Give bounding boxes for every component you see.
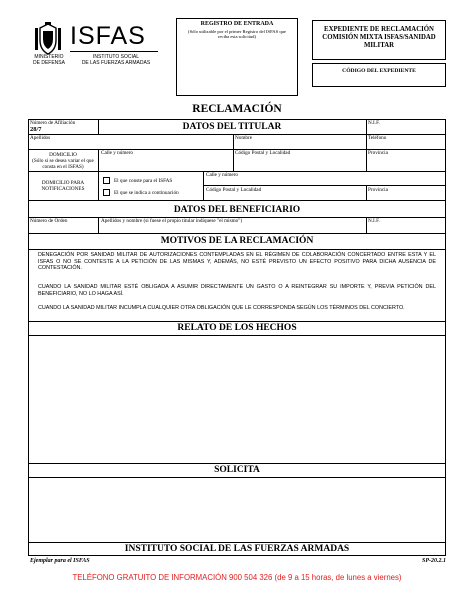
afiliacion-value[interactable]: 28/7 [30, 126, 42, 133]
beneficiario-orden-label: Número de Orden [30, 218, 68, 224]
relato-section-title: RELATO DE LOS HECHOS [177, 323, 297, 333]
logo [30, 22, 160, 68]
solicita-section-title: SOLICITA [214, 465, 260, 475]
notif-calle-label: Calle y número [206, 172, 238, 178]
notif-provincia-label: Provincia [368, 187, 388, 193]
motivos-section-title: MOTIVOS DE LA RECLAMACIÓN [160, 236, 314, 246]
titular-telefono-label: Teléfono [368, 135, 387, 141]
beneficiario-nif-label: N.I.F. [368, 218, 380, 224]
domicilio-label: DOMICILIO [49, 152, 77, 158]
phone-info: TELÉFONO GRATUITO DE INFORMACIÓN 900 504 326 (de 9 a 15 horas, de lunes a viernes) [72, 573, 402, 582]
registro-note: (Sólo utilizable por el primer Registro del ISFAS que reciba esta solicitud) [188, 29, 286, 40]
titular-nif-label: N.I.F. [368, 120, 380, 126]
registro-title: REGISTRO DE ENTRADA [200, 21, 274, 27]
ejemplar-label: Ejemplar para el ISFAS [30, 558, 90, 564]
form-title: RECLAMACIÓN [192, 103, 282, 115]
opt2-checkbox[interactable] [103, 189, 110, 196]
titular-nombre-label: Nombre [235, 135, 252, 141]
solicita-textarea[interactable] [29, 478, 445, 542]
expediente-title: EXPEDIENTE DE RECLAMACIÓN COMISIÓN MIXTA ISFAS/SANIDAD MILITAR [322, 26, 436, 49]
motivo-1-text: DENEGACIÓN POR SANIDAD MILITAR DE AUTORIZACIONES CONTEMPLADAS EN EL RÉGIMEN DE COLABORACIÓN CONCERTADO ENTRE ESTA Y EL ISFAS O NO SE CONTESTE A LA PETICIÓN DE LAS MISMAS Y, ADEMÁS, NO ESTÉ PREVISTO UN EFECTO POSITIVO PARA DICHA AUSENCIA DE CONTESTACIÓN. [38, 252, 436, 272]
beneficiario-section-title: DATOS DEL BENEFICIARIO [173, 205, 301, 215]
codigo-expediente-box[interactable] [312, 63, 446, 87]
domicilio-cp-label: Código Postal y Localidad [235, 150, 291, 156]
opt2-label: El que se indica a continuación [114, 190, 179, 196]
titular-apellidos-field[interactable] [28, 134, 233, 149]
coat-of-arms-icon [32, 22, 64, 56]
domicilio-calle-label: Calle y número [101, 150, 133, 156]
opt1-label: El que conste para el ISFAS [114, 178, 173, 184]
motivo-3-text: CUANDO LA SANIDAD MILITAR INCUMPLA CUALQUIER OTRA OBLIGACIÓN QUE LE CORRESPONDA SEGÚN LOS TÉRMINOS DEL CONCIERTO. [38, 305, 405, 311]
ministry-label: MINISTERIO DE DEFENSA [33, 54, 65, 66]
motivo-2-text: CUANDO LA SANIDAD MILITAR ESTÉ OBLIGADA A ASUMIR DIRECTAMENTE UN GASTO O A REINTEGRAR SU IMPORTE Y, PREVIA PETICIÓN DEL BENEFICIARIO, NO LO HAGA ASÍ. [38, 284, 436, 297]
expediente-box [312, 20, 446, 60]
notificaciones-label: DOMICILIO PARA NOTIFICACIONES [41, 180, 85, 192]
opt1-checkbox[interactable] [103, 177, 110, 184]
footer-institute: INSTITUTO SOCIAL DE LAS FUERZAS ARMADAS [124, 544, 350, 554]
codigo-expediente-label: CÓDIGO DEL EXPEDIENTE [342, 68, 416, 74]
institute-label: INSTITUTO SOCIAL DE LAS FUERZAS ARMADAS [81, 54, 151, 66]
domicilio-provincia-label: Provincia [368, 150, 388, 156]
domicilio-note: (Sólo si se desea variar el que consta en el ISFAS) [32, 158, 94, 170]
registro-box [176, 18, 298, 96]
relato-textarea[interactable] [29, 336, 445, 463]
titular-apellidos-label: Apellidos [30, 135, 51, 141]
beneficiario-nombre-label: Apellidos y nombre (si fuese el propio titular indíquese "el mismo") [101, 218, 243, 224]
titular-section-title: DATOS DEL TITULAR [182, 122, 282, 132]
logo-brand: ISFAS [70, 22, 146, 50]
notif-cp-label: Código Postal y Localidad [206, 187, 262, 193]
form-code: SP-20.2.1 [422, 558, 446, 564]
afiliacion-label: Número de Afiliación [30, 120, 76, 126]
